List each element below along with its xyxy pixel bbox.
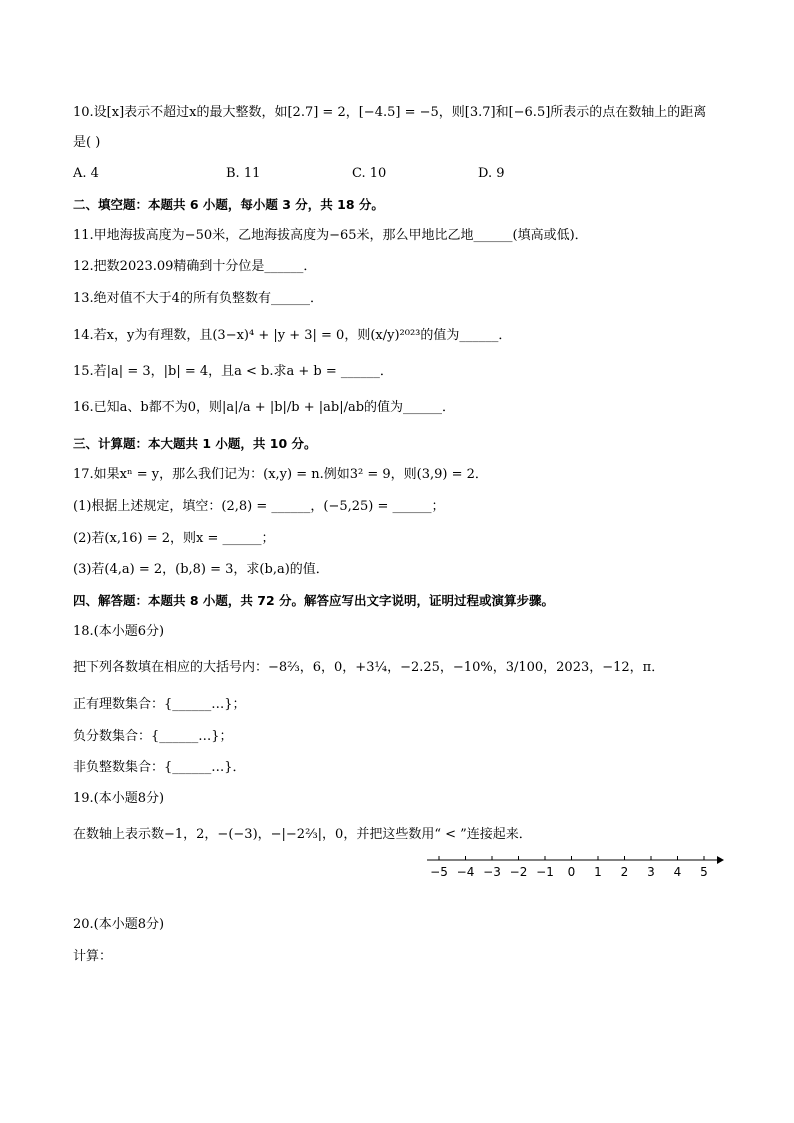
- q10-line2: 是( ): [73, 135, 101, 150]
- q17-intro: 17.如果xⁿ = y，那么我们记为：(x,y) = n.例如3² = 9，则(3,9) = 2．: [73, 467, 488, 482]
- q15: 15.若|a| = 3，|b| = 4，且a < b.求a + b = ______．: [73, 364, 393, 379]
- q18-set-positive-rational: 正有理数集合：{______…}；: [73, 697, 246, 712]
- q11: 11.甲地海拔高度为−50米，乙地海拔高度为−65米，那么甲地比乙地______(填高或低)．: [73, 228, 588, 243]
- q10-option-b: B. 11: [226, 166, 261, 181]
- q19-prompt: 在数轴上表示数−1，2，−(−3)，−|−2⅔|，0，并把这些数用“ < ”连接起来．: [73, 827, 532, 842]
- q18-title: 18.(本小题6分): [73, 624, 165, 639]
- number-line-tick-label: 3: [647, 865, 655, 879]
- q20-prompt: 计算：: [73, 949, 113, 964]
- q17-part3: (3)若(4,a) = 2，(b,8) = 3，求(b,a)的值．: [73, 562, 329, 577]
- number-line-tick-label: 4: [673, 865, 682, 879]
- q18-set-nonnegative-integer: 非负整数集合：{______…}．: [73, 760, 246, 775]
- q19-title: 19.(本小题8分): [73, 791, 165, 806]
- number-line-svg: [425, 850, 725, 890]
- section3-heading: 三、计算题：本大题共 1 小题，共 10 分。: [73, 436, 317, 451]
- q10-option-a: A. 4: [73, 166, 99, 181]
- number-line-tick-label: −4: [456, 865, 475, 879]
- q14: 14.若x，y为有理数，且(3−x)⁴ + |y + 3| = 0，则(x/y)²⁰²³的值为______．: [73, 328, 512, 343]
- number-line: [425, 850, 725, 890]
- q10-line1: 10.设[x]表示不超过x的最大整数，如[2.7] = 2，[−4.5] = −5，则[3.7]和[−6.5]所表示的点在数轴上的距离: [73, 105, 707, 120]
- number-line-tick-label: 5: [700, 865, 708, 879]
- number-line-arrow-icon: [717, 856, 724, 864]
- q17-part2: (2)若(x,16) = 2，则x = ______；: [73, 531, 275, 546]
- section2-heading: 二、填空题：本题共 6 小题，每小题 3 分，共 18 分。: [73, 197, 384, 212]
- number-line-tick-label: 1: [594, 865, 602, 879]
- q12: 12.把数2023.09精确到十分位是______．: [73, 259, 317, 274]
- number-line-tick-label: 2: [620, 865, 629, 879]
- q18-set-negative-fraction: 负分数集合：{______…}；: [73, 729, 233, 744]
- number-line-tick-label: −1: [536, 865, 554, 879]
- q20-title: 20.(本小题8分): [73, 917, 165, 932]
- q10-option-c: C. 10: [352, 166, 387, 181]
- q10-option-d: D. 9: [478, 166, 505, 181]
- number-line-tick-label: 0: [567, 865, 576, 879]
- number-line-tick-label: −5: [430, 865, 448, 879]
- number-line-tick-label: −3: [483, 865, 501, 879]
- q18-prompt: 把下列各数填在相应的大括号内：−8⅔，6，0，+3¼，−2.25，−10%，3/100，2023，−12，π．: [73, 660, 665, 675]
- number-line-tick-label: −2: [509, 865, 528, 879]
- q13: 13.绝对值不大于4的所有负整数有______．: [73, 291, 323, 306]
- q17-part1: (1)根据上述规定，填空：(2,8) = ______，(−5,25) = ______；: [73, 499, 445, 514]
- q16: 16.已知a、b都不为0，则|a|/a + |b|/b + |ab|/ab的值为______．: [73, 400, 456, 415]
- section4-heading: 四、解答题：本题共 8 小题，共 72 分。解答应写出文字说明，证明过程或演算步骤。: [73, 593, 555, 608]
